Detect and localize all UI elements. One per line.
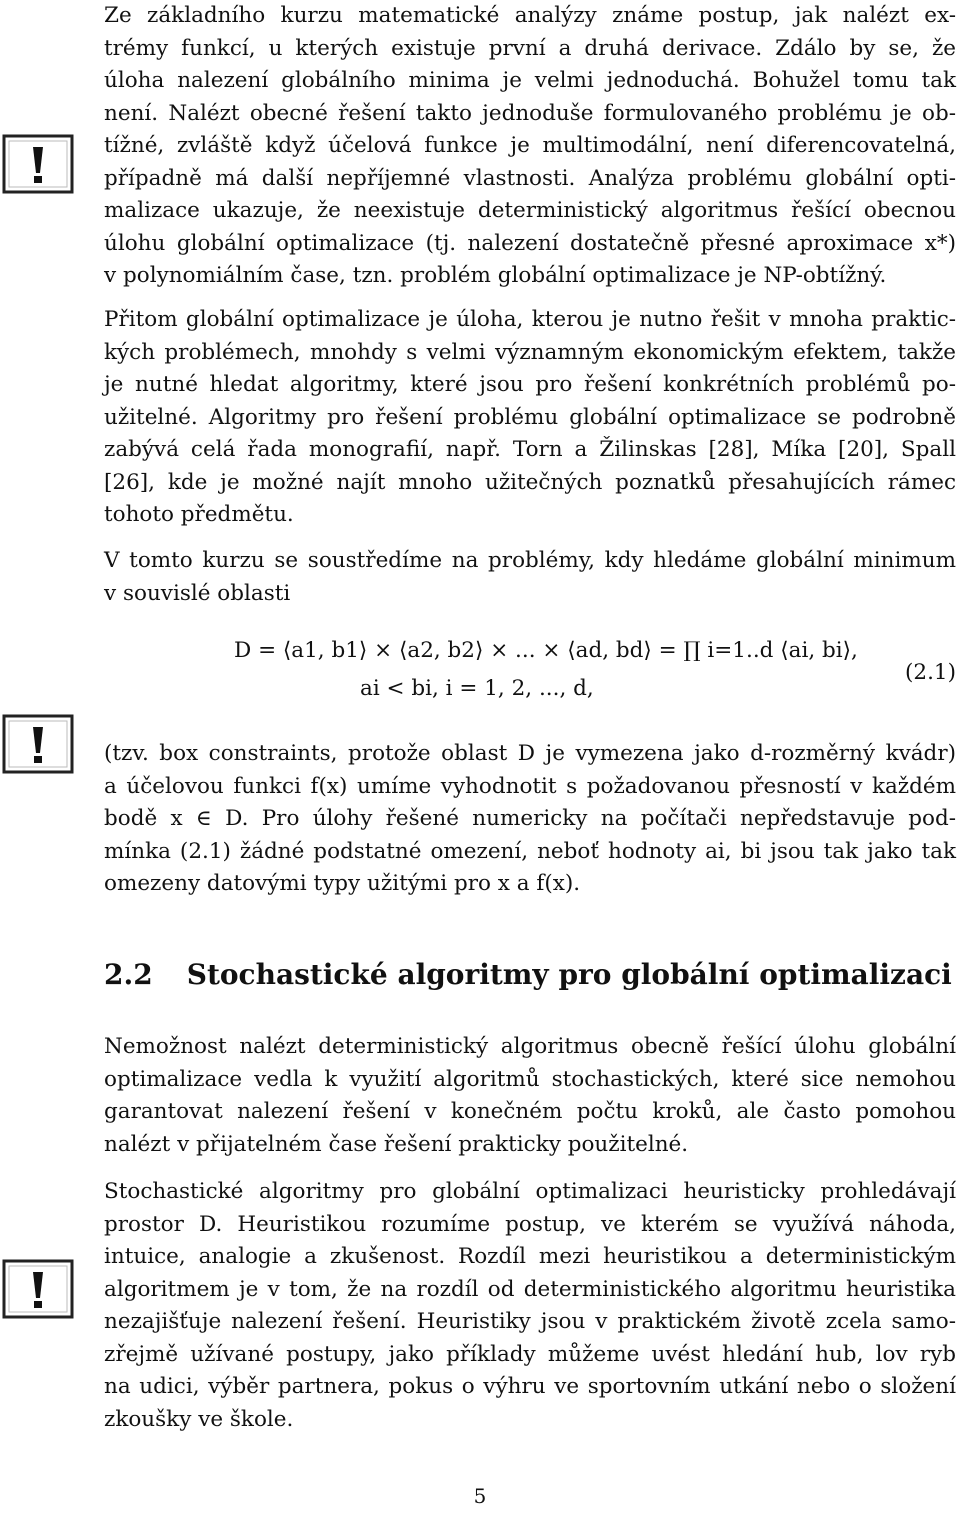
text-line: mínka (2.1) žádné podstatné omezení, neboť hodnoty ai, bi jsou tak jako tak — [104, 838, 956, 864]
text-line: intuice, analogie a zkušenost. Rozdíl mezi heuristikou a deterministickým — [104, 1244, 956, 1269]
equation-line-1: D = ⟨a1, b1⟩ × ⟨a2, b2⟩ × ... × ⟨ad, bd⟩ = ∏ i=1..d ⟨ai, bi⟩, — [234, 638, 858, 663]
paragraph-heuristics — [104, 1176, 956, 1436]
text-line: Stochastické algoritmy pro globální optimalizaci heuristicky prohledávají — [104, 1179, 956, 1204]
equation-number: (2.1) — [905, 660, 956, 685]
text-line: a účelovou funkci f(x) umíme vyhodnotit s požadovanou přesností v každém — [104, 773, 956, 799]
text-line: malizace ukazuje, že neexistuje deterministický algoritmus řešící obecnou — [104, 198, 956, 223]
warning-icon — [0, 133, 76, 195]
text-line: v souvislé oblasti — [104, 580, 291, 606]
section-number: 2.2 — [104, 958, 153, 991]
text-line: zabývá celá řada monografií, např. Torn a Žilinskas [28], Míka [20], Spall — [104, 437, 956, 462]
text-line: užitelné. Algoritmy pro řešení problému globální optimalizace se podrobně — [104, 404, 956, 430]
equation-line-2: ai < bi, i = 1, 2, ..., d, — [360, 676, 594, 701]
text-line: (tzv. box constraints, protože oblast D je vymezena jako d-rozměrný kvádr) — [104, 741, 956, 766]
text-line: bodě x ∈ D. Pro úlohy řešené numericky na počítači nepředstavuje pod- — [104, 806, 956, 831]
paragraph-stochastic-intro — [104, 1031, 956, 1161]
text-line: úlohu globální optimalizace (tj. nalezení dostatečně přesné aproximace x*) — [104, 230, 956, 256]
text-line: v polynomiálním čase, tzn. problém globální optimalizace je NP-obtížný. — [104, 263, 887, 288]
text-line: zřejmě užívané postupy, jako příklady můžeme uvést hledání hub, lov ryb — [104, 1341, 956, 1367]
page-number: 5 — [473, 1484, 487, 1508]
text-line: zkoušky ve škole. — [104, 1406, 294, 1432]
text-line: algoritmem je v tom, že na rozdíl od deterministického algoritmu heuristika — [104, 1276, 956, 1302]
warning-icon — [0, 1258, 76, 1320]
text-line: trémy funkcí, u kterých existuje první a druhá derivace. Zdálo by se, že — [104, 35, 956, 61]
text-line: není. Nalézt obecné řešení takto jednoduše formulovaného problému je ob- — [104, 100, 956, 126]
text-line: Ze základního kurzu matematické analýzy známe postup, jak nalézt ex- — [104, 3, 956, 28]
text-line: omezeny datovými typy užitými pro x a f(x). — [104, 871, 581, 896]
paragraph-domain — [104, 545, 956, 610]
text-line: nalézt v přijatelném čase řešení prakticky použitelné. — [104, 1131, 689, 1157]
text-line: nezajišťuje nalezení řešení. Heuristiky jsou v praktickém životě zcela samo- — [104, 1309, 956, 1334]
section-title: Stochastické algoritmy pro globální optimalizaci — [186, 958, 952, 991]
paragraph-motivation — [104, 304, 956, 532]
text-line: Přitom globální optimalizace je úloha, kterou je nutno řešit v mnoha praktic- — [104, 307, 956, 332]
text-line: na udici, výběr partnera, pokus o výhru ve sportovním utkání nebo o složení — [104, 1374, 956, 1399]
text-line: Nemožnost nalézt deterministický algoritmus obecně řešící úlohu globální — [104, 1034, 956, 1059]
equation-2-1 — [104, 632, 956, 712]
text-line: je nutné hledat algoritmy, které jsou pro řešení konkrétních problémů po- — [104, 372, 956, 397]
text-line: případně má další nepříjemné vlastnosti. Analýza problému globální opti- — [104, 165, 956, 191]
text-line: kých problémech, mnohdy s velmi významným ekonomickým efektem, takže — [104, 339, 956, 365]
paragraph-intro — [104, 0, 956, 293]
text-line: garantovat nalezení řešení v konečném počtu kroků, ale často pomohou — [104, 1099, 956, 1124]
text-line: tohoto předmětu. — [104, 502, 294, 527]
text-line: tížné, zvláště když účelová funkce je multimodální, není diferencovatelná, — [104, 133, 956, 158]
text-line: [26], kde je možné najít mnoho užitečných poznatků přesahujících rámec — [104, 469, 956, 495]
paragraph-box-constraints — [104, 738, 956, 901]
text-line: optimalizace vedla k využití algoritmů stochastických, které sice nemohou — [104, 1066, 956, 1092]
text-line: prostor D. Heuristikou rozumíme postup, ve kterém se využívá náhoda, — [104, 1211, 956, 1237]
text-line: V tomto kurzu se soustředíme na problémy, kdy hledáme globální minimum — [104, 548, 956, 573]
text-line: úloha nalezení globálního minima je velmi jednoduchá. Bohužel tomu tak — [104, 68, 956, 93]
warning-icon — [0, 713, 76, 775]
section-heading — [104, 958, 952, 991]
